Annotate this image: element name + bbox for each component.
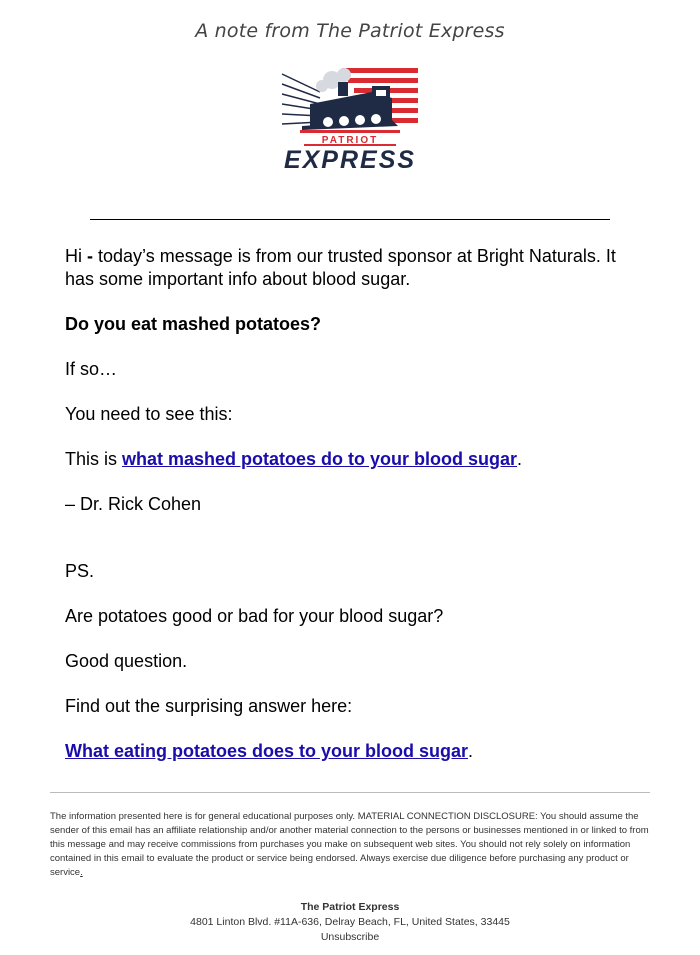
message-body	[65, 245, 645, 785]
footer	[0, 900, 700, 945]
good-question: Good question.	[65, 651, 188, 671]
divider-top	[90, 219, 610, 220]
disclaimer-text: The information presented here is for general educational purposes only. MATERIAL CONNECTION DISCLOSURE: You should assume the sender of this email has an affiliate relationship and/or another material connection to the persons or businesses mentioned in or linked to from this message and may receive commissions from purchases you make on subsequent web sites. You should not rely solely on information contained in this email to evaluate the product or service being endorsed. Always exercise due diligence before purchasing any product or service	[50, 811, 649, 878]
intro-hi: Hi	[65, 246, 82, 266]
intro-dash: -	[82, 246, 98, 266]
patriot-express-logo	[280, 64, 420, 172]
need-see-paragraph: You need to see this:	[65, 404, 233, 424]
question-paragraph	[65, 313, 645, 336]
eating-potatoes-link[interactable]: What eating potatoes does to your blood sugar	[65, 741, 469, 761]
logo-bottom-text: EXPRESS	[283, 146, 417, 172]
train-logo-icon	[280, 64, 420, 172]
disclaimer-end: .	[80, 867, 83, 878]
disclaimer	[50, 810, 650, 880]
link1-paragraph	[65, 448, 645, 471]
footer-address: 4801 Linton Blvd. #11A-636, Delray Beach, FL, United States, 33445	[190, 916, 510, 928]
divider-bottom	[50, 792, 650, 793]
signature: – Dr. Rick Cohen	[65, 494, 202, 514]
ps-label: PS.	[65, 561, 95, 581]
link1-period: .	[517, 449, 523, 469]
find-out-text: Find out the surprising answer here:	[65, 696, 353, 716]
link2-period: .	[468, 741, 474, 761]
header-note: A note from The Patriot Express	[195, 20, 505, 42]
mashed-potatoes-link[interactable]: what mashed potatoes do to your blood sugar	[122, 449, 518, 469]
unsubscribe-link[interactable]: Unsubscribe	[320, 931, 380, 943]
this-is-text: This is	[65, 449, 123, 469]
footer-company: The Patriot Express	[300, 901, 400, 913]
ps-question: Are potatoes good or bad for your blood sugar?	[65, 606, 444, 626]
question-text: Do you eat mashed potatoes?	[65, 314, 322, 334]
if-so-paragraph: If so…	[65, 359, 118, 379]
logo-top-text: PATRIOT	[321, 135, 379, 146]
link2-paragraph	[65, 740, 645, 763]
intro-paragraph	[65, 245, 645, 291]
intro-text: today’s message is from our trusted sponsor at Bright Naturals. It has some important info about blood sugar.	[65, 246, 616, 289]
